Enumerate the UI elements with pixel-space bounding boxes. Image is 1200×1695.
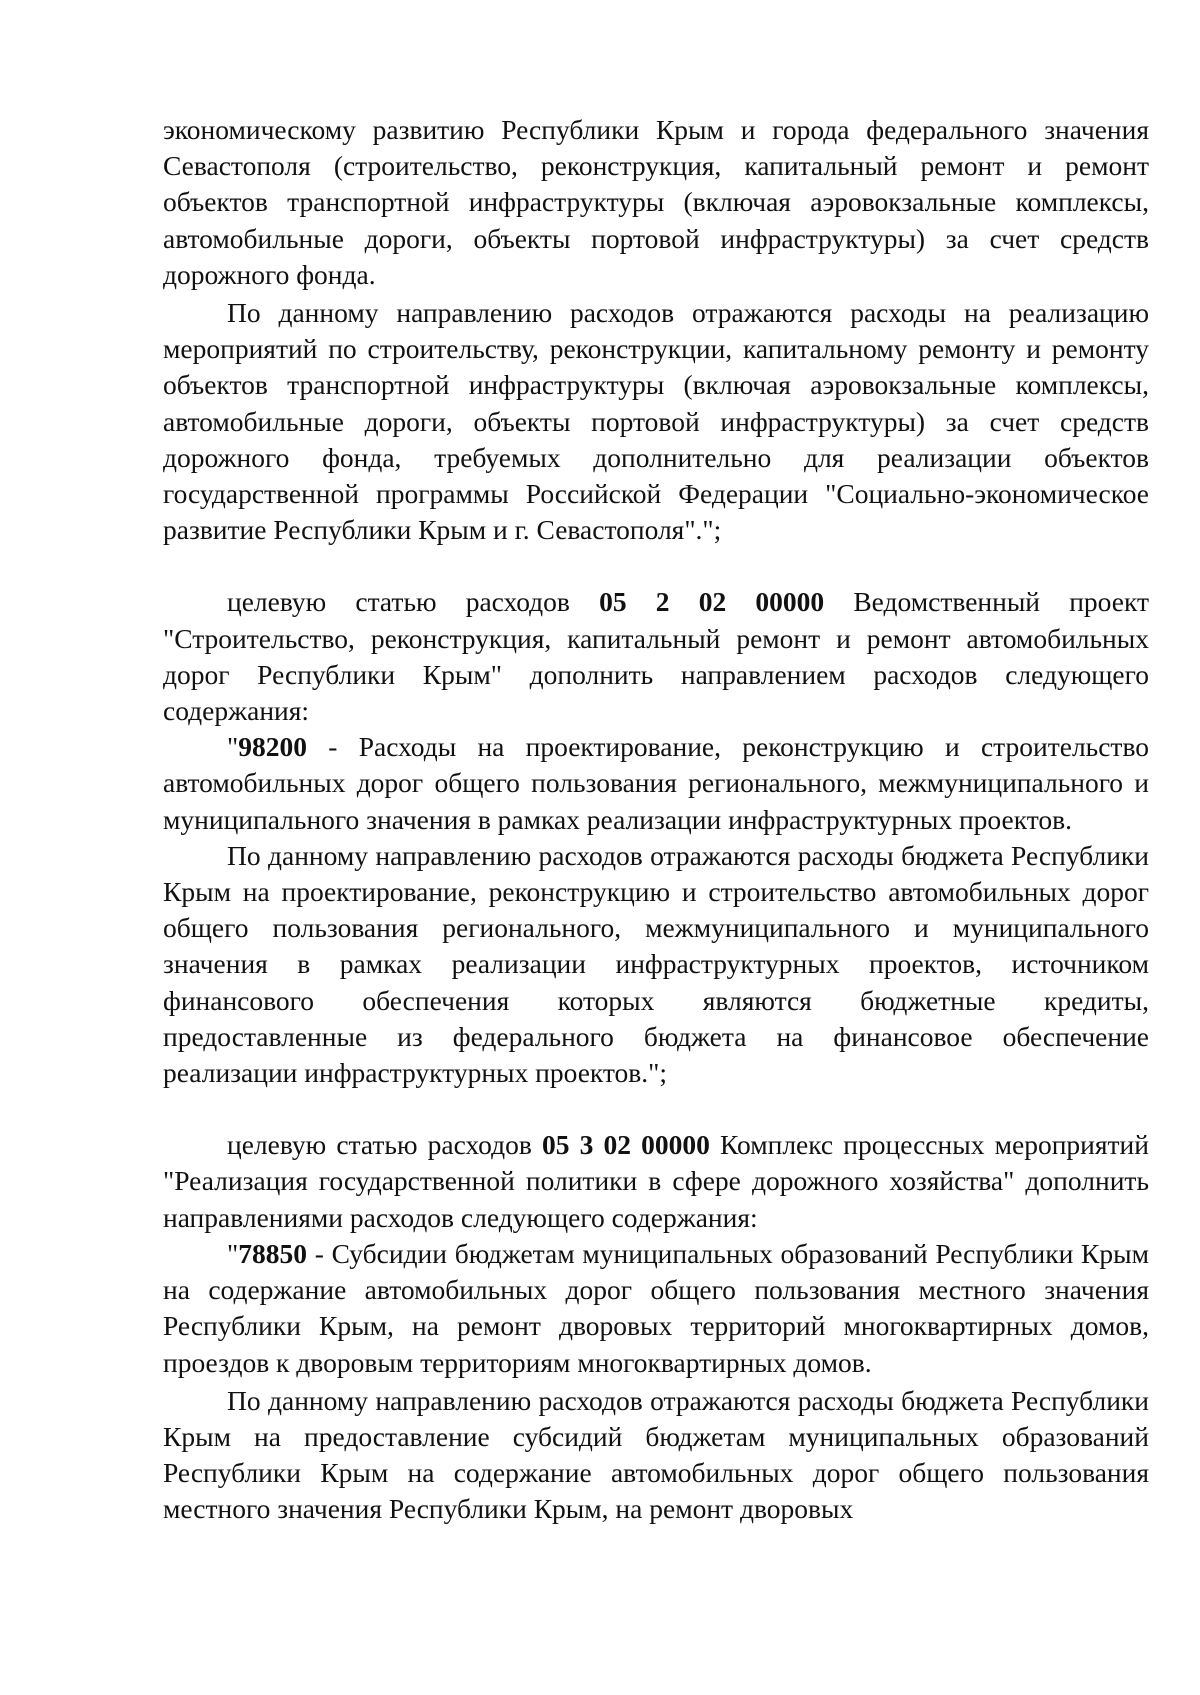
paragraph-direction-98200	[163, 729, 1149, 838]
quote-mark: "	[227, 1237, 239, 1269]
direction-code: 78850	[238, 1237, 307, 1269]
quote-mark: "	[227, 731, 239, 763]
paragraph-direction-78850	[163, 1236, 1149, 1381]
paragraph-expense-description-98200: По данному направлению расходов отражаются расходы бюджета Республики Крым на проектирование, реконструкцию и строительство автомобильных дорог общего пользования регионального, межмуниципального и муниципального значения в рамках реализации инфраструктурных проектов, источником финансового обеспечения которых являются бюджетные кредиты, предоставленные из федерального бюджета на финансовое обеспечение реализации инфраструктурных проектов.";	[163, 839, 1149, 1089]
paragraph-prefix: целевую статью расходов	[227, 586, 600, 618]
paragraph-target-article-05-2-02	[163, 584, 1149, 729]
paragraph-target-article-05-3-02	[163, 1127, 1149, 1236]
paragraph-text: Ведомственный проект "Строительство, реконструкция, капитальный ремонт и ремонт автомобильных дорог Республики Крым" дополнить направлением расходов следующего содержания:	[163, 586, 1149, 727]
budget-code: 05 2 02 00000	[599, 586, 825, 618]
paragraph-text: Комплекс процессных мероприятий "Реализация государственной политики в сфере дорожного хозяйства" дополнить направлениями расходов следующего содержания:	[163, 1129, 1149, 1233]
paragraph-continuation: экономическому развитию Республики Крым и города федерального значения Севастополя (строительство, реконструкция, капитальный ремонт и ремонт объектов транспортной инфраструктуры (включая аэровокзальные комплексы, автомобильные дороги, объекты портовой инфраструктуры) за счет средств дорожного фонда.	[163, 114, 1149, 290]
direction-code: 98200	[238, 731, 307, 763]
paragraph-text: - Субсидии бюджетам муниципальных образований Республики Крым на содержание автомобильных дорог общего пользования местного значения Республики Крым, на ремонт дворовых территорий многоквартирных домов, проездов к дворовым территориям многоквартирных домов.	[163, 1237, 1149, 1378]
paragraph-prefix: целевую статью расходов	[227, 1129, 542, 1161]
paragraph-expense-description-78850: По данному направлению расходов отражаются расходы бюджета Республики Крым на предоставление субсидий бюджетам муниципальных образований Республики Крым на содержание автомобильных дорог общего пользования местного значения Республики Крым, на ремонт дворовых	[163, 1384, 1149, 1525]
budget-code: 05 3 02 00000	[541, 1129, 710, 1161]
document-body	[163, 112, 1149, 1528]
paragraph-expense-description: По данному направлению расходов отражаются расходы на реализацию мероприятий по строительству, реконструкции, капитальному ремонту и ремонту объектов транспортной инфраструктуры (включая аэровокзальные комплексы, автомобильные дороги, объекты портовой инфраструктуры) за счет средств дорожного фонда, требуемых дополнительно для реализации объектов государственной программы Российской Федерации "Социально-экономическое развитие Республики Крым и г. Севастополя".";	[163, 297, 1149, 546]
paragraph-text: - Расходы на проектирование, реконструкцию и строительство автомобильных дорог общего пользования регионального, межмуниципального и муниципального значения в рамках реализации инфраструктурных проектов.	[163, 731, 1149, 835]
